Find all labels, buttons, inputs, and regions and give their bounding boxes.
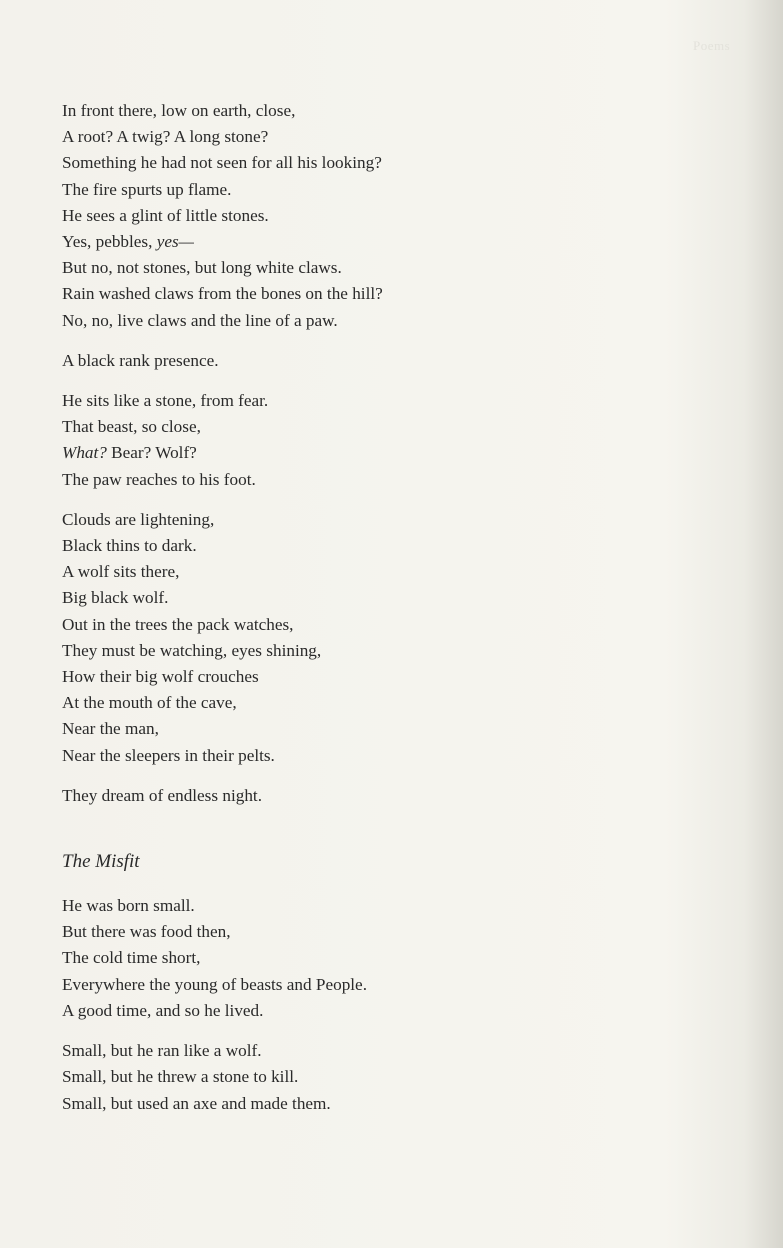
poem-line: Clouds are lightening, [62,509,215,529]
poem-title: The Misfit [62,851,140,873]
poem-line: At the mouth of the cave, [62,693,237,713]
poem-line [62,229,722,255]
poem-line: Small, but he threw a stone to kill. [62,1067,299,1087]
poem-line: A black rank presence. [62,350,219,370]
poem-line: In front there, low on earth, close, [62,101,296,120]
poem-line: Near the man, [62,719,159,739]
poem-text [62,98,722,1131]
poem-line: A good time, and so he lived. [62,1000,264,1020]
poem-line: How their big wolf crouches [62,667,259,687]
poem1-stanza-5 [62,783,722,809]
poem-line: Rain washed claws from the bones on the hill? [62,284,383,304]
poem-line: Out in the trees the pack watches, [62,614,294,634]
poem-line: The cold time short, [62,948,201,968]
poem-line: Everywhere the young of beasts and People. [62,974,367,994]
poem-line: A wolf sits there, [62,562,180,582]
poem-line: The paw reaches to his foot. [62,469,256,489]
poem-line: Black thins to dark. [62,536,197,556]
poem-line: Small, but he ran like a wolf. [62,1041,262,1061]
poem-line-part: Bear? Wolf? [111,443,197,463]
poem-line: Small, but used an axe and made them. [62,1093,331,1113]
italic-emphasis: What? [62,443,107,463]
poem1-stanza-2 [62,348,722,374]
poem2-stanza-1 [62,893,722,1024]
poem-line: A root? A twig? A long stone? [62,127,269,147]
poem-line: He was born small. [62,896,195,916]
poem-line-part: Yes, pebbles, [62,232,157,252]
poem1-stanza-1 [62,98,722,334]
poem1-stanza-3 [62,388,722,493]
poem-line: Something he had not seen for all his looking? [62,153,382,173]
poem1-stanza-4 [62,507,722,769]
poem2-stanza-2 [62,1038,722,1117]
poem-line: That beast, so close, [62,417,201,437]
italic-emphasis: yes— [156,232,194,252]
poem-line: They dream of endless night. [62,785,262,805]
poem-line [62,440,722,466]
poem-line: The fire spurts up flame. [62,179,232,199]
poem-line: They must be watching, eyes shining, [62,640,322,660]
poem-line: He sees a glint of little stones. [62,205,269,225]
poem-line: But no, not stones, but long white claws. [62,258,342,278]
poem-line: Big black wolf. [62,588,169,608]
running-head: Poems [693,38,731,53]
poem-line: Near the sleepers in their pelts. [62,745,275,765]
poem-line: He sits like a stone, from fear. [62,391,269,411]
poem-line: No, no, live claws and the line of a paw. [62,310,338,330]
poem-line: But there was food then, [62,922,231,942]
